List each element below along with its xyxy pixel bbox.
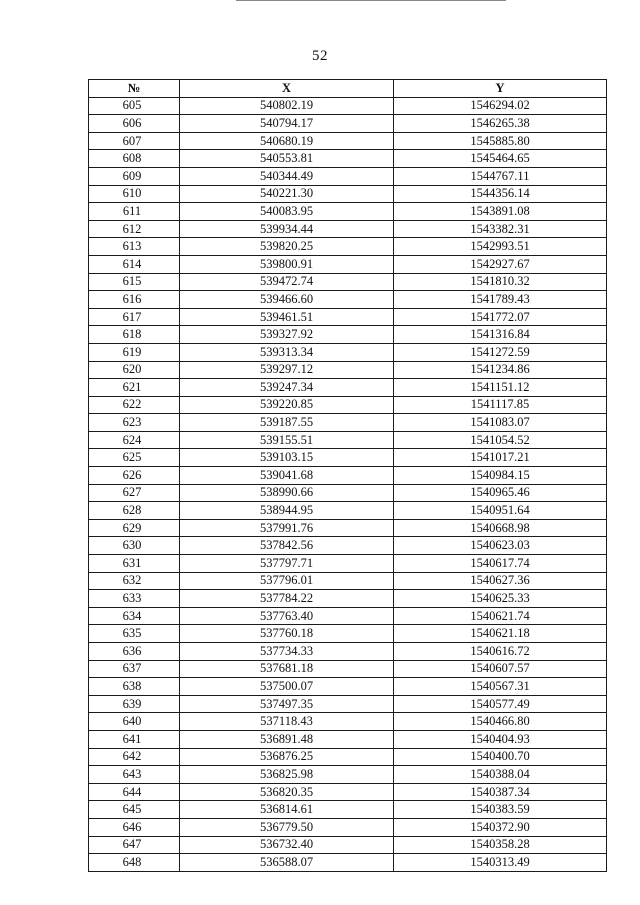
cell-x: 539327.92 xyxy=(180,326,394,344)
cell-y: 1540358.28 xyxy=(394,836,607,854)
cell-y: 1540607.57 xyxy=(394,660,607,678)
cell-number: 605 xyxy=(89,97,180,115)
cell-x: 540553.81 xyxy=(180,150,394,168)
cell-y: 1540388.04 xyxy=(394,766,607,784)
table-row xyxy=(89,132,607,150)
cell-number: 606 xyxy=(89,115,180,133)
cell-x: 536732.40 xyxy=(180,836,394,854)
cell-number: 635 xyxy=(89,625,180,643)
cell-number: 633 xyxy=(89,590,180,608)
table-row xyxy=(89,607,607,625)
cell-x: 537760.18 xyxy=(180,625,394,643)
cell-x: 536779.50 xyxy=(180,818,394,836)
cell-y: 1540372.90 xyxy=(394,818,607,836)
cell-x: 539220.85 xyxy=(180,396,394,414)
cell-number: 640 xyxy=(89,713,180,731)
cell-x: 539820.25 xyxy=(180,238,394,256)
cell-number: 639 xyxy=(89,695,180,713)
table-row xyxy=(89,818,607,836)
table-row xyxy=(89,431,607,449)
cell-y: 1545885.80 xyxy=(394,132,607,150)
cell-x: 537497.35 xyxy=(180,695,394,713)
cell-x: 537796.01 xyxy=(180,572,394,590)
table-row xyxy=(89,449,607,467)
cell-x: 536825.98 xyxy=(180,766,394,784)
cell-number: 617 xyxy=(89,308,180,326)
cell-x: 539313.34 xyxy=(180,343,394,361)
table-row xyxy=(89,167,607,185)
cell-x: 540221.30 xyxy=(180,185,394,203)
cell-y: 1540387.34 xyxy=(394,783,607,801)
table-body xyxy=(89,97,607,871)
cell-number: 618 xyxy=(89,326,180,344)
table-row xyxy=(89,185,607,203)
cell-x: 540680.19 xyxy=(180,132,394,150)
cell-x: 539041.68 xyxy=(180,467,394,485)
table-row xyxy=(89,643,607,661)
cell-x: 537784.22 xyxy=(180,590,394,608)
table-row xyxy=(89,590,607,608)
table-row xyxy=(89,97,607,115)
cell-y: 1543382.31 xyxy=(394,220,607,238)
table-row xyxy=(89,326,607,344)
cell-x: 540083.95 xyxy=(180,203,394,221)
cell-x: 537734.33 xyxy=(180,643,394,661)
cell-x: 540794.17 xyxy=(180,115,394,133)
cell-x: 537842.56 xyxy=(180,537,394,555)
cell-y: 1540466.80 xyxy=(394,713,607,731)
cell-number: 619 xyxy=(89,343,180,361)
cell-y: 1540984.15 xyxy=(394,467,607,485)
cell-number: 620 xyxy=(89,361,180,379)
cell-y: 1542927.67 xyxy=(394,255,607,273)
cell-y: 1540623.03 xyxy=(394,537,607,555)
cell-x: 539247.34 xyxy=(180,379,394,397)
cell-number: 627 xyxy=(89,484,180,502)
cell-number: 621 xyxy=(89,379,180,397)
cell-number: 634 xyxy=(89,607,180,625)
cell-y: 1541017.21 xyxy=(394,449,607,467)
table-row xyxy=(89,203,607,221)
cell-y: 1540621.18 xyxy=(394,625,607,643)
cell-x: 539155.51 xyxy=(180,431,394,449)
cell-number: 622 xyxy=(89,396,180,414)
cell-x: 538944.95 xyxy=(180,502,394,520)
cell-number: 642 xyxy=(89,748,180,766)
cell-y: 1541083.07 xyxy=(394,414,607,432)
cell-number: 644 xyxy=(89,783,180,801)
table-row xyxy=(89,783,607,801)
cell-x: 537763.40 xyxy=(180,607,394,625)
table-row xyxy=(89,150,607,168)
cell-x: 539461.51 xyxy=(180,308,394,326)
table-row xyxy=(89,414,607,432)
cell-x: 537500.07 xyxy=(180,678,394,696)
cell-y: 1541151.12 xyxy=(394,379,607,397)
cell-number: 628 xyxy=(89,502,180,520)
cell-x: 540802.19 xyxy=(180,97,394,115)
header-x: X xyxy=(180,80,394,98)
table-row xyxy=(89,537,607,555)
cell-y: 1541234.86 xyxy=(394,361,607,379)
cell-x: 537797.71 xyxy=(180,555,394,573)
cell-number: 608 xyxy=(89,150,180,168)
cell-x: 536814.61 xyxy=(180,801,394,819)
cell-y: 1541316.84 xyxy=(394,326,607,344)
table-row xyxy=(89,713,607,731)
cell-x: 536820.35 xyxy=(180,783,394,801)
cell-y: 1546294.02 xyxy=(394,97,607,115)
table-row xyxy=(89,361,607,379)
cell-x: 536588.07 xyxy=(180,854,394,872)
cell-x: 539466.60 xyxy=(180,291,394,309)
cell-number: 611 xyxy=(89,203,180,221)
table-row xyxy=(89,467,607,485)
cell-number: 614 xyxy=(89,255,180,273)
table-row xyxy=(89,502,607,520)
cell-x: 537991.76 xyxy=(180,519,394,537)
table-row xyxy=(89,730,607,748)
cell-y: 1540616.72 xyxy=(394,643,607,661)
table-row xyxy=(89,801,607,819)
cell-number: 629 xyxy=(89,519,180,537)
cell-y: 1541789.43 xyxy=(394,291,607,309)
table-row xyxy=(89,115,607,133)
table-row xyxy=(89,660,607,678)
table-row xyxy=(89,220,607,238)
header-number: № xyxy=(89,80,180,98)
cell-number: 612 xyxy=(89,220,180,238)
table-row xyxy=(89,572,607,590)
cell-number: 645 xyxy=(89,801,180,819)
cell-number: 637 xyxy=(89,660,180,678)
cell-y: 1540951.64 xyxy=(394,502,607,520)
cell-y: 1546265.38 xyxy=(394,115,607,133)
cell-y: 1540400.70 xyxy=(394,748,607,766)
cell-y: 1542993.51 xyxy=(394,238,607,256)
cell-y: 1544767.11 xyxy=(394,167,607,185)
coordinates-table xyxy=(88,79,607,872)
cell-number: 632 xyxy=(89,572,180,590)
header-y: Y xyxy=(394,80,607,98)
cell-number: 631 xyxy=(89,555,180,573)
cell-y: 1541772.07 xyxy=(394,308,607,326)
cell-number: 641 xyxy=(89,730,180,748)
cell-x: 536891.48 xyxy=(180,730,394,748)
cell-y: 1543891.08 xyxy=(394,203,607,221)
cell-number: 630 xyxy=(89,537,180,555)
table-row xyxy=(89,291,607,309)
cell-number: 624 xyxy=(89,431,180,449)
cell-number: 616 xyxy=(89,291,180,309)
cell-y: 1540404.93 xyxy=(394,730,607,748)
table-row xyxy=(89,836,607,854)
cell-number: 625 xyxy=(89,449,180,467)
table-row xyxy=(89,308,607,326)
table-row xyxy=(89,379,607,397)
table-row xyxy=(89,748,607,766)
table-header-row xyxy=(89,80,607,98)
table-row xyxy=(89,519,607,537)
table-row xyxy=(89,555,607,573)
table-row xyxy=(89,678,607,696)
cell-y: 1540965.46 xyxy=(394,484,607,502)
cell-y: 1544356.14 xyxy=(394,185,607,203)
page-number: 52 xyxy=(312,48,328,64)
cell-number: 636 xyxy=(89,643,180,661)
table-row xyxy=(89,238,607,256)
cell-y: 1541272.59 xyxy=(394,343,607,361)
cell-y: 1540577.49 xyxy=(394,695,607,713)
cell-y: 1540313.49 xyxy=(394,854,607,872)
cell-number: 647 xyxy=(89,836,180,854)
cell-x: 539934.44 xyxy=(180,220,394,238)
cell-x: 540344.49 xyxy=(180,167,394,185)
cell-number: 646 xyxy=(89,818,180,836)
cell-x: 538990.66 xyxy=(180,484,394,502)
table-row xyxy=(89,396,607,414)
cell-y: 1541054.52 xyxy=(394,431,607,449)
cell-y: 1540621.74 xyxy=(394,607,607,625)
cell-number: 638 xyxy=(89,678,180,696)
cell-number: 623 xyxy=(89,414,180,432)
table-row xyxy=(89,695,607,713)
cell-y: 1540625.33 xyxy=(394,590,607,608)
cell-x: 537118.43 xyxy=(180,713,394,731)
cell-y: 1541810.32 xyxy=(394,273,607,291)
cell-y: 1540567.31 xyxy=(394,678,607,696)
cell-y: 1541117.85 xyxy=(394,396,607,414)
cell-x: 536876.25 xyxy=(180,748,394,766)
cell-number: 648 xyxy=(89,854,180,872)
cell-number: 610 xyxy=(89,185,180,203)
table-row xyxy=(89,766,607,784)
table-row xyxy=(89,273,607,291)
table-row xyxy=(89,343,607,361)
table-row xyxy=(89,854,607,872)
cell-number: 643 xyxy=(89,766,180,784)
table-row xyxy=(89,255,607,273)
cell-number: 609 xyxy=(89,167,180,185)
cell-x: 537681.18 xyxy=(180,660,394,678)
cell-x: 539187.55 xyxy=(180,414,394,432)
cell-x: 539800.91 xyxy=(180,255,394,273)
cell-number: 615 xyxy=(89,273,180,291)
cell-y: 1540668.98 xyxy=(394,519,607,537)
cell-number: 613 xyxy=(89,238,180,256)
cell-y: 1545464.65 xyxy=(394,150,607,168)
cell-number: 626 xyxy=(89,467,180,485)
top-rule xyxy=(236,0,506,1)
table-row xyxy=(89,484,607,502)
cell-y: 1540617.74 xyxy=(394,555,607,573)
cell-x: 539472.74 xyxy=(180,273,394,291)
cell-y: 1540383.59 xyxy=(394,801,607,819)
cell-number: 607 xyxy=(89,132,180,150)
table-row xyxy=(89,625,607,643)
cell-x: 539297.12 xyxy=(180,361,394,379)
cell-x: 539103.15 xyxy=(180,449,394,467)
cell-y: 1540627.36 xyxy=(394,572,607,590)
